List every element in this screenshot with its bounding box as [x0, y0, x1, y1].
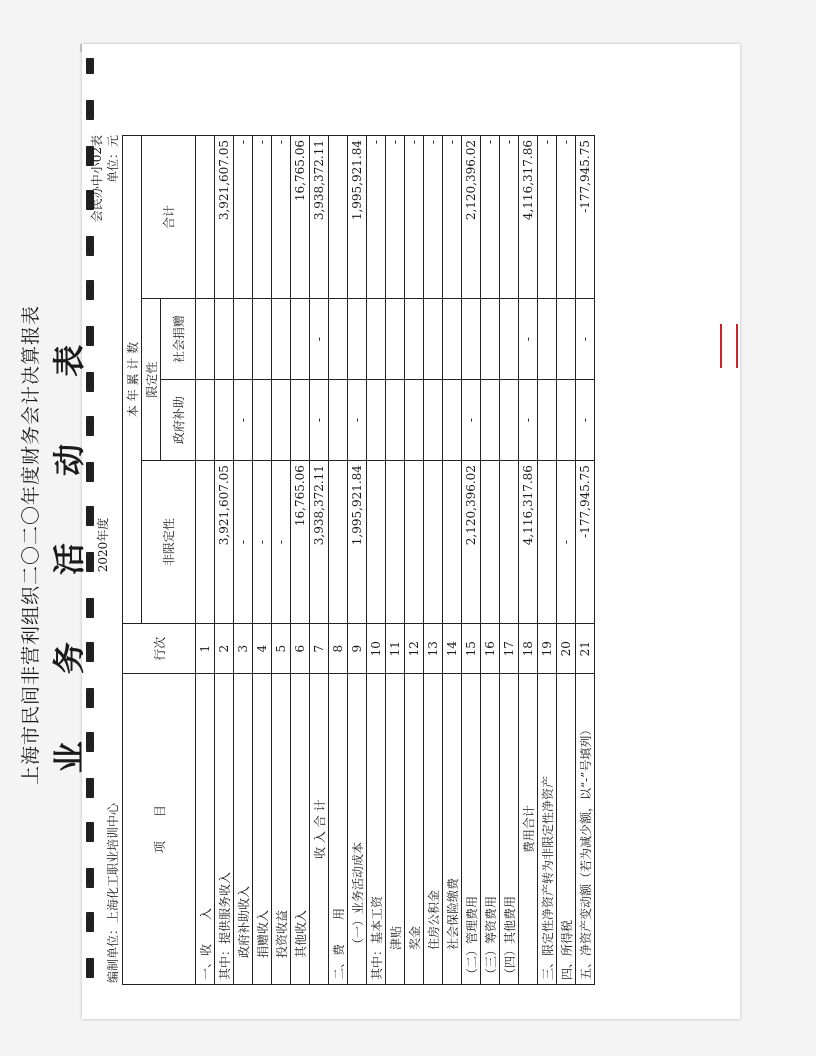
total-value: 1,995,921.84: [348, 136, 367, 299]
total-value: 2,120,396.02: [462, 136, 481, 299]
unrestricted-value: [424, 461, 443, 624]
row-number: 20: [557, 624, 576, 674]
gov-subsidy-value: [272, 380, 291, 461]
table-row: [500, 136, 519, 985]
row-number: 10: [367, 624, 386, 674]
total-value: -: [500, 136, 519, 299]
row-number: 18: [519, 624, 538, 674]
row-item: 收 入 合 计: [310, 674, 329, 985]
total-value: -: [405, 136, 424, 299]
gov-subsidy-value: -: [310, 380, 329, 461]
social-donation-value: [348, 299, 367, 380]
unrestricted-value: 16,765.06: [291, 461, 310, 624]
unrestricted-value: -: [253, 461, 272, 624]
row-item: 费用合计: [519, 674, 538, 985]
social-donation-value: [272, 299, 291, 380]
header-gov-subsidy: 政府补助: [161, 380, 196, 461]
unrestricted-value: [538, 461, 557, 624]
table-row: [272, 136, 291, 985]
table-row: [538, 136, 557, 985]
row-number: 2: [215, 624, 234, 674]
total-value: -177,945.75: [576, 136, 595, 299]
total-value: -: [443, 136, 462, 299]
table-row: [519, 136, 538, 985]
gov-subsidy-value: -: [348, 380, 367, 461]
row-number: 5: [272, 624, 291, 674]
header-current-year: 本 年 累 计 数: [123, 136, 142, 624]
row-number: 13: [424, 624, 443, 674]
gov-subsidy-value: [215, 380, 234, 461]
row-item: （四）其他费用: [500, 674, 519, 985]
unrestricted-value: 3,921,607.05: [215, 461, 234, 624]
social-donation-value: [405, 299, 424, 380]
rotated-report: [6, 101, 618, 989]
social-donation-value: [367, 299, 386, 380]
total-value: -: [557, 136, 576, 299]
social-donation-value: [557, 299, 576, 380]
total-value: 3,921,607.05: [215, 136, 234, 299]
social-donation-value: [329, 299, 348, 380]
gov-subsidy-value: [481, 380, 500, 461]
unrestricted-value: 4,116,317.86: [519, 461, 538, 624]
unrestricted-value: 3,938,372.11: [310, 461, 329, 624]
row-number: 11: [386, 624, 405, 674]
gov-subsidy-value: [291, 380, 310, 461]
reporting-organization: 编制单位：上海化工职业培训中心: [106, 802, 120, 983]
social-donation-value: [538, 299, 557, 380]
table-row: [405, 136, 424, 985]
gov-subsidy-value: -: [576, 380, 595, 461]
unrestricted-value: -: [234, 461, 253, 624]
red-seal-mark: [720, 324, 738, 368]
gov-subsidy-value: [500, 380, 519, 461]
unrestricted-value: [481, 461, 500, 624]
report-title: 上海市民间非营利组织二〇二〇年度财务会计决算报表: [20, 305, 42, 786]
row-item: 其中：基本工资: [367, 674, 386, 985]
unrestricted-value: [329, 461, 348, 624]
row-item: 一、收 入: [196, 674, 215, 985]
total-value: -: [386, 136, 405, 299]
header-total: 合计: [142, 136, 196, 299]
row-number: 19: [538, 624, 557, 674]
header-item: 项 目: [123, 674, 196, 985]
social-donation-value: [386, 299, 405, 380]
row-number: 6: [291, 624, 310, 674]
social-donation-value: [481, 299, 500, 380]
table-row: [234, 136, 253, 985]
unrestricted-value: [386, 461, 405, 624]
row-item: 投资收益: [272, 674, 291, 985]
row-item: 其他收入: [291, 674, 310, 985]
gov-subsidy-value: -: [234, 380, 253, 461]
gov-subsidy-value: -: [462, 380, 481, 461]
total-value: -: [234, 136, 253, 299]
social-donation-value: [196, 299, 215, 380]
header-row-no: 行次: [123, 624, 196, 674]
social-donation-value: [443, 299, 462, 380]
header-unrestricted: 非限定性: [142, 461, 196, 624]
table-row: [329, 136, 348, 985]
gov-subsidy-value: [386, 380, 405, 461]
table-row: [481, 136, 500, 985]
table-row: [215, 136, 234, 985]
unrestricted-value: -177,945.75: [576, 461, 595, 624]
row-number: 9: [348, 624, 367, 674]
social-donation-value: -: [310, 299, 329, 380]
table-row: [576, 136, 595, 985]
row-item: 社会保险缴费: [443, 674, 462, 985]
report-year: 2020年度: [96, 517, 110, 573]
header-restricted: 限定性: [142, 299, 161, 461]
row-number: 16: [481, 624, 500, 674]
row-number: 1: [196, 624, 215, 674]
row-number: 12: [405, 624, 424, 674]
unrestricted-value: -: [557, 461, 576, 624]
table-row: [253, 136, 272, 985]
table-row: [462, 136, 481, 985]
table-row: [367, 136, 386, 985]
activity-statement-table: [122, 135, 595, 985]
row-number: 4: [253, 624, 272, 674]
binding-hole: [86, 58, 94, 74]
social-donation-value: [234, 299, 253, 380]
unrestricted-value: [405, 461, 424, 624]
gov-subsidy-value: [405, 380, 424, 461]
row-number: 7: [310, 624, 329, 674]
social-donation-value: [500, 299, 519, 380]
row-number: 21: [576, 624, 595, 674]
row-item: 奖金: [405, 674, 424, 985]
table-row: [310, 136, 329, 985]
gov-subsidy-value: [538, 380, 557, 461]
social-donation-value: [462, 299, 481, 380]
unrestricted-value: [196, 461, 215, 624]
total-value: [196, 136, 215, 299]
table-row: [424, 136, 443, 985]
row-item: 四、所得税: [557, 674, 576, 985]
unrestricted-value: -: [272, 461, 291, 624]
social-donation-value: [253, 299, 272, 380]
gov-subsidy-value: [367, 380, 386, 461]
unrestricted-value: [443, 461, 462, 624]
table-row: [348, 136, 367, 985]
row-number: 14: [443, 624, 462, 674]
table-row: [443, 136, 462, 985]
total-value: -: [253, 136, 272, 299]
row-item: 津贴: [386, 674, 405, 985]
row-item: 五、净资产变动额（若为减少额，以“-”号填列）: [576, 674, 595, 985]
total-value: -: [538, 136, 557, 299]
social-donation-value: [424, 299, 443, 380]
report-subtitle: 业 务 活 动 表: [50, 316, 88, 774]
table-row: [386, 136, 405, 985]
social-donation-value: [215, 299, 234, 380]
total-value: -: [272, 136, 291, 299]
total-value: -: [481, 136, 500, 299]
total-value: 16,765.06: [291, 136, 310, 299]
currency-unit: 单位：元: [106, 135, 120, 184]
row-item: （三）筹资费用: [481, 674, 500, 985]
row-item: 二、费 用: [329, 674, 348, 985]
table-row: [557, 136, 576, 985]
row-item: 三、限定性净资产转为非限定性净资产: [538, 674, 557, 985]
header-social-donation: 社会捐赠: [161, 299, 196, 380]
unrestricted-value: [500, 461, 519, 624]
row-number: 3: [234, 624, 253, 674]
table-row: [291, 136, 310, 985]
social-donation-value: -: [519, 299, 538, 380]
unrestricted-value: 1,995,921.84: [348, 461, 367, 624]
table-row: [196, 136, 215, 985]
unrestricted-value: 2,120,396.02: [462, 461, 481, 624]
row-item: （二）管理费用: [462, 674, 481, 985]
total-value: [329, 136, 348, 299]
row-item: 其中：提供服务收入: [215, 674, 234, 985]
gov-subsidy-value: -: [519, 380, 538, 461]
total-value: 3,938,372.11: [310, 136, 329, 299]
row-item: 住房公积金: [424, 674, 443, 985]
social-donation-value: [291, 299, 310, 380]
gov-subsidy-value: [196, 380, 215, 461]
row-item: 捐赠收入: [253, 674, 272, 985]
social-donation-value: -: [576, 299, 595, 380]
gov-subsidy-value: [557, 380, 576, 461]
gov-subsidy-value: [329, 380, 348, 461]
total-value: -: [367, 136, 386, 299]
row-item: （一）业务活动成本: [348, 674, 367, 985]
row-item: 政府补助收入: [234, 674, 253, 985]
total-value: -: [424, 136, 443, 299]
unrestricted-value: [367, 461, 386, 624]
row-number: 8: [329, 624, 348, 674]
gov-subsidy-value: [424, 380, 443, 461]
row-number: 17: [500, 624, 519, 674]
form-number: 会民办中小02表: [90, 135, 104, 223]
gov-subsidy-value: [443, 380, 462, 461]
total-value: 4,116,317.86: [519, 136, 538, 299]
row-number: 15: [462, 624, 481, 674]
gov-subsidy-value: [253, 380, 272, 461]
